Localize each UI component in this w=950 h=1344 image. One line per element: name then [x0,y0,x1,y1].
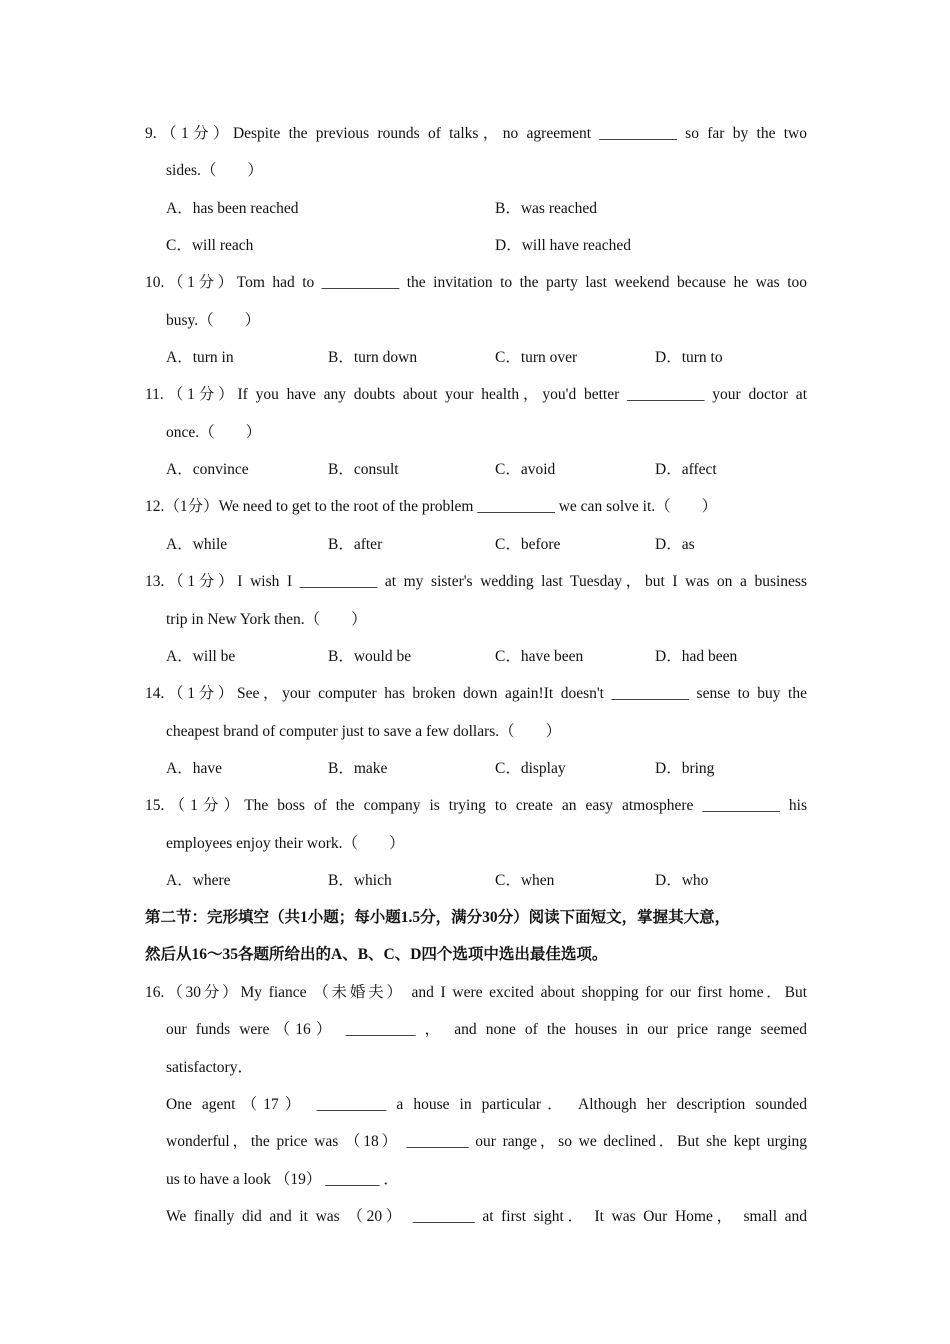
question-stem-continued: busy.（ ） [166,312,261,329]
options-row [166,197,807,221]
options-row [166,645,807,669]
passage-text: at first sight． It was Our Home， small and [482,1208,807,1225]
section-heading-line: 第二节：完形填空（共1小题；每小题1.5分，满分30分）阅读下面短文，掌握其大意， [145,909,731,926]
passage-line [166,1205,807,1229]
passage-text: our range，so we declined．But she kept urging [475,1133,807,1150]
question-stem: 11.（1分）If you have any doubts about your health，you'd better __________ your doctor at [145,386,807,403]
option-c: C．avoid [495,461,556,478]
option-a: A．where [166,872,231,889]
options-row [166,346,807,370]
passage-text: ． [383,1171,399,1188]
question-stem-continued: once.（ ） [166,424,262,441]
option-c: C．will reach [166,237,254,254]
option-c: C．display [495,760,566,777]
option-d: D．had been [655,648,738,665]
option-a: A．will be [166,648,236,665]
option-b: B．was reached [495,200,597,217]
passage-text: our funds were（16） [166,1021,337,1038]
option-d: D．as [655,536,695,553]
answer-blank-17: _________ [316,1096,387,1113]
answer-blank-19: _______ [325,1171,380,1188]
option-d: D．who [655,872,709,889]
options-row [166,869,807,893]
option-b: B．would be [328,648,412,665]
question-stem: 13.（1分）I wish I __________ at my sister's wedding last Tuesday，but I was on a business [145,573,807,590]
question-stem: 12.（1分）We need to get to the root of the problem __________ we can solve it.（ ） [145,498,718,515]
question-stem: 10.（1分）Tom had to __________ the invitation to the party last weekend because he was too [145,274,807,291]
passage-line [166,1093,807,1117]
options-row [166,234,807,258]
section-heading-line: 然后从16～35各题所给出的A、B、C、D四个选项中选出最佳选项。 [145,946,608,963]
option-b: B．consult [328,461,399,478]
passage-intro: 16.（30分）My fiance （未婚夫） and I were excited about shopping for our first home．But [145,984,807,1001]
option-a: A．has been reached [166,200,299,217]
passage-text: wonderful，the price was （18） [166,1133,400,1150]
option-b: B．make [328,760,388,777]
option-c: C．when [495,872,555,889]
option-d: D．bring [655,760,715,777]
option-c: C．turn over [495,349,578,366]
passage-line [166,1130,807,1154]
passage-line: satisfactory． [166,1059,253,1076]
options-row [166,458,807,482]
answer-blank-16: _________ [345,1021,416,1038]
option-b: B．turn down [328,349,418,366]
passage-line [166,1018,807,1042]
passage-text: ， and none of the houses in our price range seemed [424,1021,807,1038]
option-d: D．affect [655,461,717,478]
question-stem-continued: trip in New York then.（ ） [166,611,367,628]
option-b: B．after [328,536,383,553]
option-c: C．have been [495,648,584,665]
option-d: D．turn to [655,349,723,366]
options-row [166,533,807,557]
option-a: A．turn in [166,349,234,366]
question-stem: 15.（1分）The boss of the company is trying to create an easy atmosphere __________ his [145,797,807,814]
passage-text: a house in particular． Although her description sounded [396,1096,807,1113]
option-d: D．will have reached [495,237,631,254]
question-stem: 9.（1分）Despite the previous rounds of talks，no agreement __________ so far by the two [145,125,807,142]
passage-text: us to have a look （19） [166,1171,322,1188]
option-b: B．which [328,872,392,889]
option-c: C．before [495,536,561,553]
answer-blank-18: ________ [406,1133,469,1150]
option-a: A．convince [166,461,249,478]
option-a: A．while [166,536,228,553]
question-stem-continued: cheapest brand of computer just to save a few dollars.（ ） [166,723,562,740]
question-stem-continued: employees enjoy their work.（ ） [166,835,405,852]
passage-line [166,1168,807,1192]
option-a: A．have [166,760,222,777]
question-stem-continued: sides.（ ） [166,162,263,179]
options-row [166,757,807,781]
answer-blank-20: ________ [412,1208,475,1225]
passage-text: We finally did and it was （20） [166,1208,406,1225]
question-stem: 14.（1分）See，your computer has broken down again!It doesn't __________ sense to buy the [145,685,807,702]
passage-text: One agent（17） [166,1096,307,1113]
